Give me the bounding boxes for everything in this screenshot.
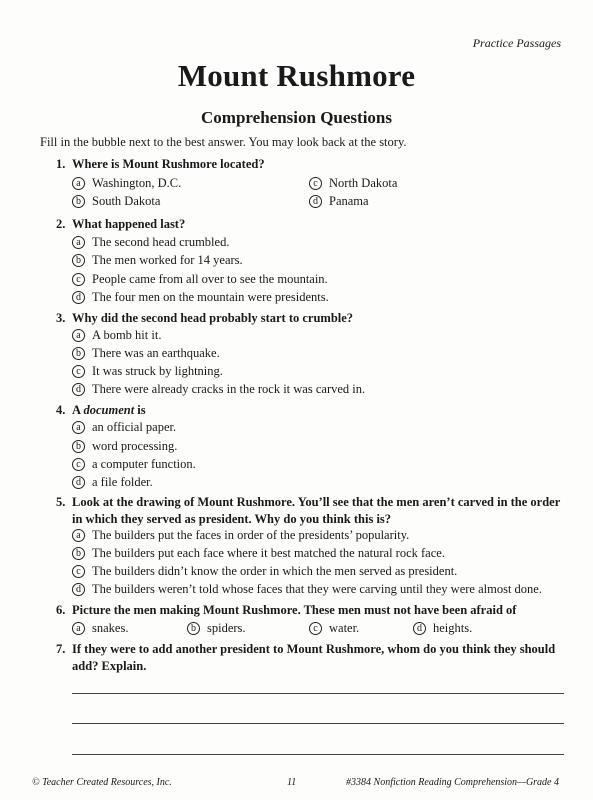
question-text: Why did the second head probably start to crumble? xyxy=(72,311,354,325)
question-1 xyxy=(56,156,566,173)
question-number: 3. xyxy=(56,311,66,325)
answer-line-1[interactable] xyxy=(72,693,564,694)
option-text: People came from all over to see the mountain. xyxy=(92,272,328,286)
answer-option-3b[interactable] xyxy=(72,346,220,361)
answer-line-2[interactable] xyxy=(72,723,564,724)
question-3 xyxy=(56,310,566,327)
answer-bubble[interactable]: d xyxy=(72,583,85,596)
page-title: Mount Rushmore xyxy=(177,58,416,93)
option-text: water. xyxy=(329,621,360,635)
answer-option-2b[interactable] xyxy=(72,253,243,268)
answer-option-6c[interactable] xyxy=(309,621,359,636)
option-text: The men worked for 14 years. xyxy=(92,253,243,267)
answer-bubble[interactable]: c xyxy=(72,458,85,471)
answer-option-3a[interactable] xyxy=(72,328,161,343)
answer-bubble[interactable]: b xyxy=(72,347,85,360)
question-text-line-1: Look at the drawing of Mount Rushmore. You’ll see that the men aren’t carved in the order xyxy=(72,495,561,509)
option-text: heights. xyxy=(433,621,473,635)
answer-option-2a[interactable] xyxy=(72,235,229,250)
question-6 xyxy=(56,602,566,619)
answer-bubble[interactable]: c xyxy=(72,565,85,578)
answer-option-3d[interactable] xyxy=(72,382,365,397)
answer-option-2c[interactable] xyxy=(72,272,328,287)
question-number: 5. xyxy=(56,495,66,509)
option-text: snakes. xyxy=(92,621,129,635)
question-text-line-2: in which they served as president. Why do you think this is? xyxy=(72,512,392,526)
question-text xyxy=(72,403,146,417)
answer-option-6d[interactable] xyxy=(413,621,472,636)
answer-bubble[interactable]: a xyxy=(72,622,85,635)
footer-page-number: 11 xyxy=(287,777,297,788)
question-2 xyxy=(56,216,566,233)
answer-bubble[interactable]: b xyxy=(72,547,85,560)
question-4 xyxy=(56,402,566,419)
answer-bubble[interactable]: d xyxy=(72,383,85,396)
answer-bubble[interactable]: a xyxy=(72,421,85,434)
answer-bubble[interactable]: c xyxy=(309,177,322,190)
option-text: spiders. xyxy=(207,621,246,635)
answer-bubble[interactable]: a xyxy=(72,236,85,249)
question-number: 1. xyxy=(56,157,66,171)
answer-bubble[interactable]: c xyxy=(309,622,322,635)
question-number: 2. xyxy=(56,217,66,231)
answer-bubble[interactable]: a xyxy=(72,329,85,342)
option-text: word processing. xyxy=(92,439,178,453)
answer-option-3c[interactable] xyxy=(72,364,223,379)
answer-bubble[interactable]: c xyxy=(72,365,85,378)
answer-option-5a[interactable] xyxy=(72,528,409,543)
answer-bubble[interactable]: b xyxy=(72,440,85,453)
page-subtitle: Comprehension Questions xyxy=(201,108,392,127)
answer-bubble[interactable]: a xyxy=(72,529,85,542)
option-text: There were already cracks in the rock it was carved in. xyxy=(92,382,366,396)
option-text: A bomb hit it. xyxy=(92,328,162,342)
question-text-line-2: add? Explain. xyxy=(72,659,147,673)
answer-option-4d[interactable] xyxy=(72,475,153,490)
option-text: Washington, D.C. xyxy=(92,176,182,190)
question-text: Where is Mount Rushmore located? xyxy=(72,157,265,171)
option-text: It was struck by lightning. xyxy=(92,364,223,378)
question-term: document xyxy=(83,403,135,417)
answer-option-5d[interactable] xyxy=(72,582,542,597)
question-text: Picture the men making Mount Rushmore. These men must not have been afraid of xyxy=(72,603,517,617)
answer-option-4c[interactable] xyxy=(72,457,196,472)
footer-book-title: #3384 Nonfiction Reading Comprehension—Grade 4 xyxy=(346,777,559,788)
option-text: The builders didn’t know the order in which the men served as president. xyxy=(92,564,458,578)
answer-bubble[interactable]: b xyxy=(187,622,200,635)
answer-option-2d[interactable] xyxy=(72,290,329,305)
option-text: The builders put each face where it best matched the natural rock face. xyxy=(92,546,445,560)
question-text-line-1: If they were to add another president to Mount Rushmore, whom do you think they should xyxy=(72,642,556,656)
answer-option-6b[interactable] xyxy=(187,621,246,636)
answer-option-1a[interactable] xyxy=(72,176,181,191)
option-text: North Dakota xyxy=(329,176,398,190)
answer-bubble[interactable]: c xyxy=(72,273,85,286)
option-text: The four men on the mountain were presidents. xyxy=(92,290,329,304)
answer-bubble[interactable]: b xyxy=(72,195,85,208)
answer-option-1b[interactable] xyxy=(72,194,160,209)
answer-bubble[interactable]: d xyxy=(72,291,85,304)
question-number: 7. xyxy=(56,642,66,656)
answer-option-5b[interactable] xyxy=(72,546,445,561)
answer-bubble[interactable]: d xyxy=(72,476,85,489)
question-number: 6. xyxy=(56,603,66,617)
answer-option-6a[interactable] xyxy=(72,621,128,636)
answer-option-4a[interactable] xyxy=(72,420,176,435)
option-text: South Dakota xyxy=(92,194,161,208)
option-text: a file folder. xyxy=(92,475,153,489)
option-text: an official paper. xyxy=(92,420,177,434)
instructions: Fill in the bubble next to the best answer. You may look back at the story. xyxy=(40,135,407,149)
question-text-suffix: is xyxy=(134,403,146,417)
answer-bubble[interactable]: d xyxy=(309,195,322,208)
question-number: 4. xyxy=(56,403,66,417)
answer-option-4b[interactable] xyxy=(72,439,177,454)
answer-option-1d[interactable] xyxy=(309,194,369,209)
option-text: Panama xyxy=(329,194,369,208)
answer-line-3[interactable] xyxy=(72,754,564,755)
answer-option-5c[interactable] xyxy=(72,564,457,579)
answer-bubble[interactable]: a xyxy=(72,177,85,190)
option-text: a computer function. xyxy=(92,457,196,471)
option-text: There was an earthquake. xyxy=(92,346,220,360)
answer-option-1c[interactable] xyxy=(309,176,397,191)
question-text: What happened last? xyxy=(72,217,186,231)
section-label: Practice Passages xyxy=(472,36,561,50)
footer-copyright: © Teacher Created Resources, Inc. xyxy=(32,777,172,788)
option-text: The builders put the faces in order of the presidents’ popularity. xyxy=(92,528,410,542)
answer-bubble[interactable]: b xyxy=(72,254,85,267)
answer-bubble[interactable]: d xyxy=(413,622,426,635)
option-text: The second head crumbled. xyxy=(92,235,230,249)
question-text-prefix: A xyxy=(72,403,84,417)
question-7 xyxy=(56,641,566,675)
option-text: The builders weren’t told whose faces that they were carving until they were almost done. xyxy=(92,582,542,596)
question-5 xyxy=(56,494,566,528)
